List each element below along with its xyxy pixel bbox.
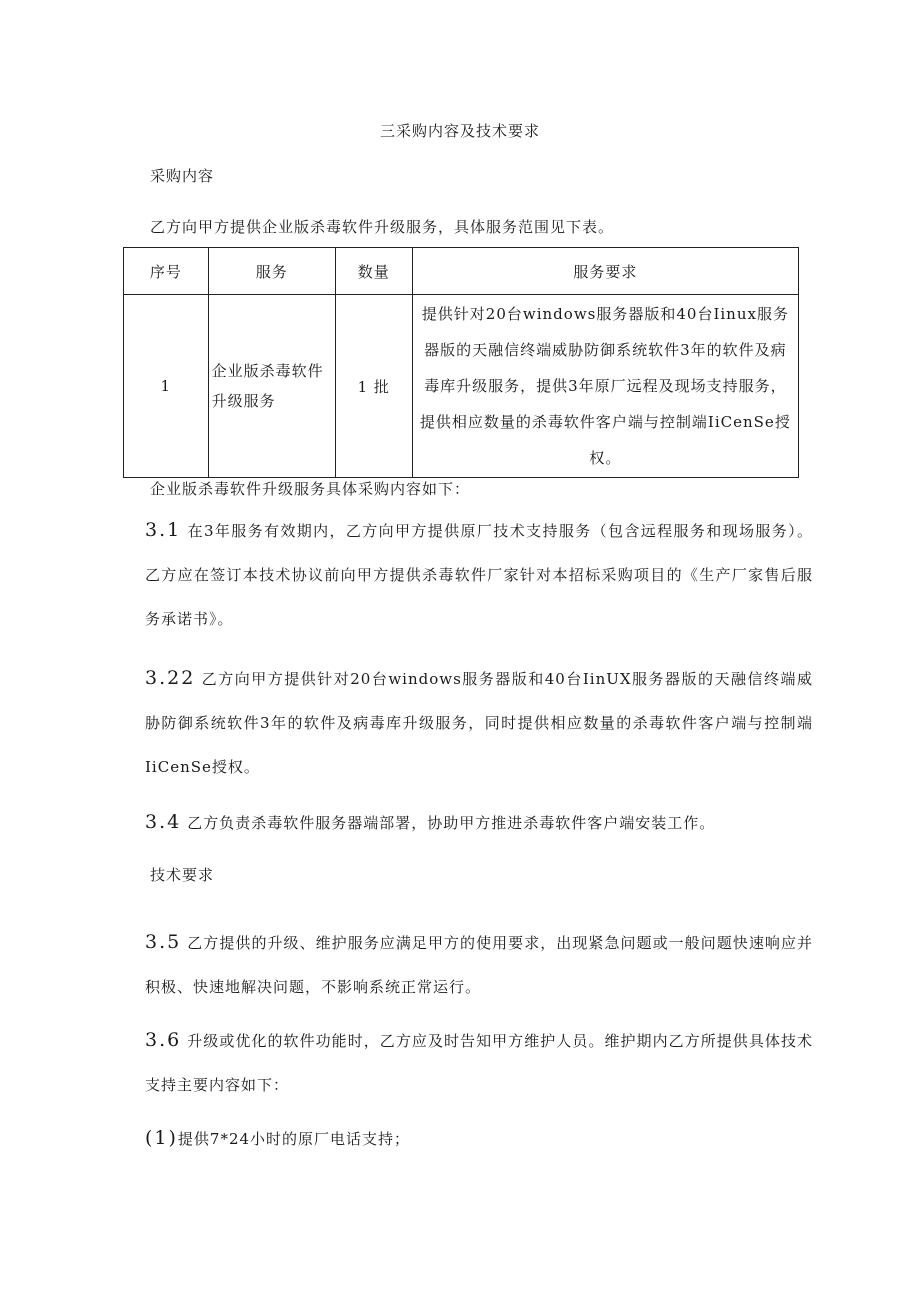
item-3-1	[145, 508, 813, 641]
item-3-5	[145, 920, 813, 1009]
item-text: 乙方提供的升级、维护服务应满足甲方的使用要求，出现紧急问题或一般问题快速响应并积极、快速地解决问题，不影响系统正常运行。	[145, 934, 813, 996]
cell-no: 1	[124, 295, 209, 478]
intro-paragraph: 乙方向甲方提供企业版杀毒软件升级服务，具体服务范围见下表。	[150, 218, 615, 236]
sub-item-text: 提供7*24小时的原厂电话支持；	[177, 1130, 411, 1148]
column-header-no: 序号	[124, 248, 209, 295]
item-text: 在3年服务有效期内，乙方向甲方提供原厂技术支持服务（包含远程服务和现场服务）。乙方应在签订本技术协议前向甲方提供杀毒软件厂家针对本招标采购项目的《生产厂家售后服务承诺书》。	[145, 522, 813, 628]
after-table-paragraph: 企业版杀毒软件升级服务具体采购内容如下：	[150, 480, 471, 498]
section-heading-purchase: 采购内容	[150, 167, 215, 185]
cell-quantity: 1 批	[335, 295, 412, 478]
column-header-quantity: 数量	[335, 248, 412, 295]
item-text: 乙方向甲方提供针对20台windows服务器版和40台IinUX服务器版的天融信终端威胁防御系统软件3年的软件及病毒库升级服务，同时提供相应数量的杀毒软件客户端与控制端IiCenSe授权。	[145, 670, 813, 776]
item-text: 乙方负责杀毒软件服务器端部署，协助甲方推进杀毒软件客户端安装工作。	[187, 814, 716, 832]
sub-item-1	[145, 1116, 813, 1161]
item-3-6	[145, 1018, 813, 1107]
item-number: 3.5	[145, 931, 182, 953]
page-title: 三采购内容及技术要求	[379, 122, 540, 140]
column-header-requirement: 服务要求	[412, 248, 798, 295]
item-3-22	[145, 656, 813, 789]
item-number: 3.1	[145, 519, 182, 541]
item-3-4	[145, 800, 813, 845]
table-row	[124, 295, 799, 478]
sub-item-label: (1)	[145, 1127, 178, 1149]
item-number: 3.22	[145, 667, 196, 689]
cell-service: 企业版杀毒软件升级服务	[208, 295, 335, 478]
cell-requirement: 提供针对20台windows服务器版和40台Iinux服务器版的天融信终端威胁防御系统软件3年的软件及病毒库升级服务，提供3年原厂远程及现场支持服务，提供相应数量的杀毒软件客户端与控制端IiCenSe授权。	[412, 295, 798, 478]
item-number: 3.6	[145, 1029, 182, 1051]
service-table	[123, 247, 799, 478]
table-header-row	[124, 248, 799, 295]
item-text: 升级或优化的软件功能时，乙方应及时告知甲方维护人员。维护期内乙方所提供具体技术支持主要内容如下：	[145, 1032, 813, 1094]
section-heading-tech: 技术要求	[150, 866, 215, 884]
column-header-service: 服务	[208, 248, 335, 295]
item-number: 3.4	[145, 811, 182, 833]
